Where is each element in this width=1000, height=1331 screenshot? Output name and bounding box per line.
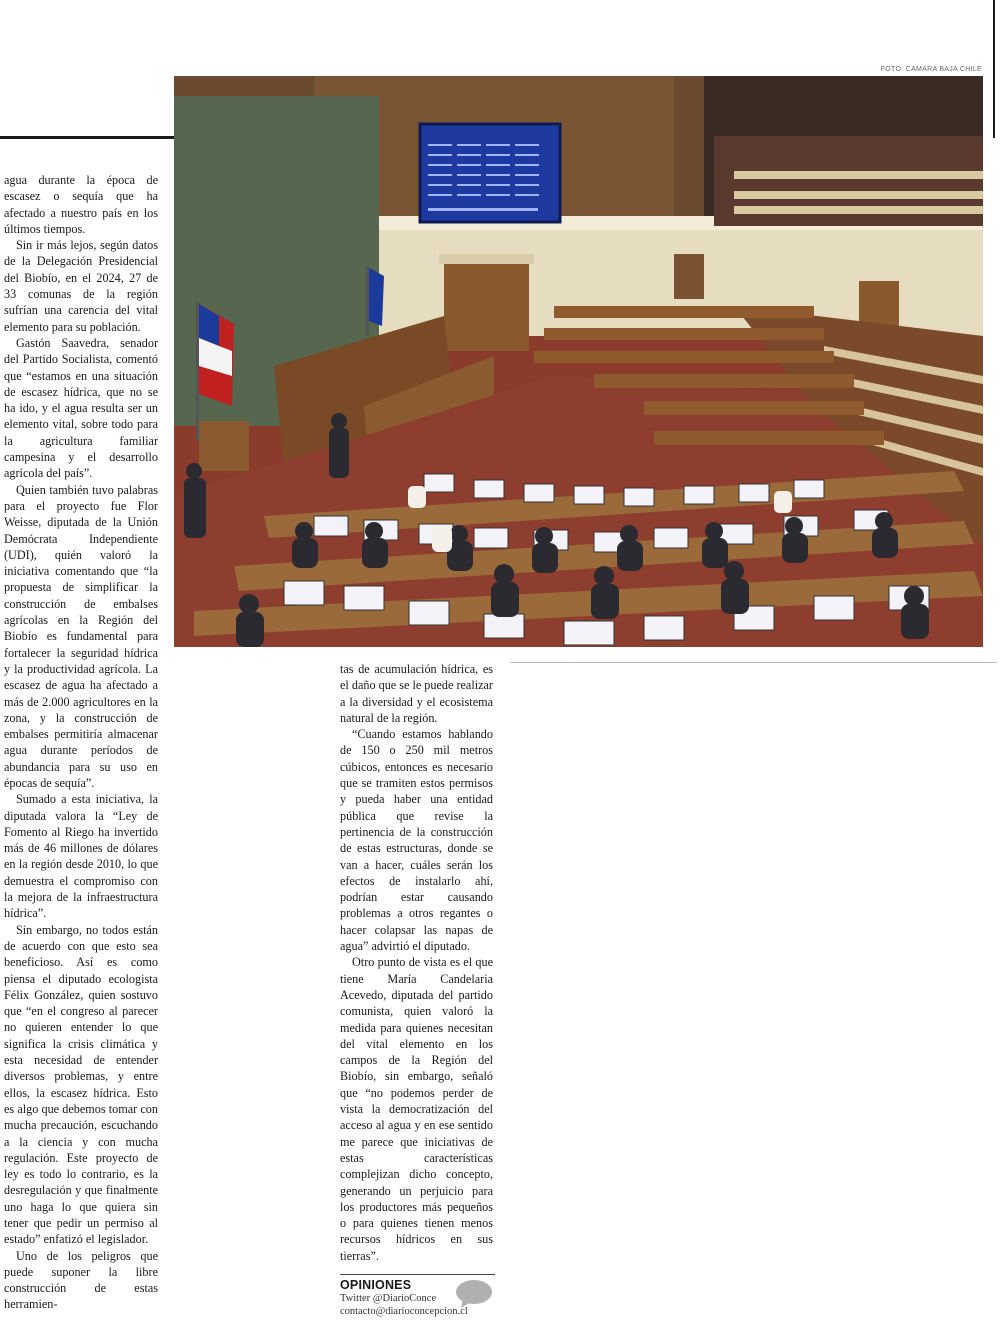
paragraph: tas de acumulación hídrica, es el daño que se le puede realizar a la diversidad y el ecosistema natural de la región. — [340, 662, 493, 725]
speech-bubble-icon — [455, 1279, 493, 1309]
paragraph: “Cuando estamos hablando de 150 o 250 mil metros cúbicos, entonces es necesario que se tramiten estos permisos y pueda haber una entidad pública que revise la pertinencia de la construcción de estas estructuras, donde se van a hacer, cuáles serán los efectos de instalarlo ahí, podrían estar causando problemas a otros regantes o hacer colapsar las napas de agua” advirtió el diputado. — [340, 727, 493, 954]
paragraph: Uno de los peligros que puede suponer la libre construcción de estas herramien- — [4, 1248, 158, 1312]
top-rule-left — [0, 136, 174, 139]
opinions-email[interactable]: contacto@diarioconcepcion.cl — [340, 1306, 468, 1317]
article-column-2 — [340, 661, 493, 1264]
chamber-photo — [174, 76, 983, 647]
paragraph: Otro punto de vista es el que tiene María Candelaria Acevedo, diputada del partido comunista, quien valoró la medida para quienes necesitan del vital elemento en los campos de la Región del Biobío, sin embargo, señaló que “no podemos perder de vista la democratización del acceso al agua y en ese sentido me parece que iniciativas de estas características complejizan dicho concepto, generando un perjuicio para los productores más pequeños o para quienes tienen menos recursos hídricos en sus tierras”. — [340, 955, 493, 1263]
right-column-rule — [510, 662, 997, 663]
paragraph: Gastón Saavedra, senador del Partido Socialista, comentó que “estamos en una situación de escasez hídrica, que no se ha ido, y el agua resulta ser un elemento vital, sobre todo para la agricultura familiar campesina y el desarrollo agrícola del país”. — [4, 335, 158, 481]
opinions-box — [340, 1274, 495, 1318]
right-vertical-rule — [993, 0, 995, 138]
paragraph: Sin ir más lejos, según datos de la Delegación Presidencial del Biobío, en el 2024, 27 de 33 comunas de la región sufrían una carencia del vital elemento para su población. — [4, 238, 158, 334]
paragraph: agua durante la época de escasez o sequía que ha afectado a nuestro país en los últimos tiempos. — [4, 173, 158, 236]
paragraph: Sumado a esta iniciativa, la diputada valora la “Ley de Fomento al Riego ha invertido más de 46 millones de dólares en la región desde 2010, lo que demuestra el compromiso con la mejora de la infraestructura hídrica”. — [4, 792, 158, 921]
opinions-twitter[interactable]: Twitter @DiarioConce — [340, 1293, 437, 1304]
article-column-1 — [4, 172, 158, 1313]
paragraph: Quien también tuvo palabras para el proyecto fue Flor Weisse, diputada de la Unión Demócrata Independiente (UDI), quién valoró la iniciativa comentando que “la propuesta de simplificar la construcción de embalses agrícolas en la Región del Biobío es fundamental para fortalecer la seguridad hídrica y la productividad agrícola. La escasez de agua ha afectado a más de 2.000 agricultores en la zona, y la construcción de embalses permitiría almacenar agua durante períodos de abundancia para su uso en épocas de sequía”. — [4, 482, 158, 790]
paragraph: Sin embargo, no todos están de acuerdo con que esto sea beneficioso. Así es como piensa el diputado ecologista Félix González, quien sostuvo que “en el congreso al parecer no quieren entender lo que significa la crisis climática y esta necesidad de entender diversos problemas, y entre ellos, la escasez hídrica. Esto es algo que debemos tomar con mucha precaución, escuchando a la ciencia y con mucha regulación. Este proyecto de ley es todo lo contrario, es la desregulación y que finalmente uno haga lo que quiera sin tener que pedir un permiso al estado” enfatizó el legislador. — [4, 922, 158, 1247]
opinions-title: OPINIONES — [340, 1278, 412, 1292]
photo-credit: FOTO: CAMARA BAJA CHILE — [880, 66, 982, 73]
